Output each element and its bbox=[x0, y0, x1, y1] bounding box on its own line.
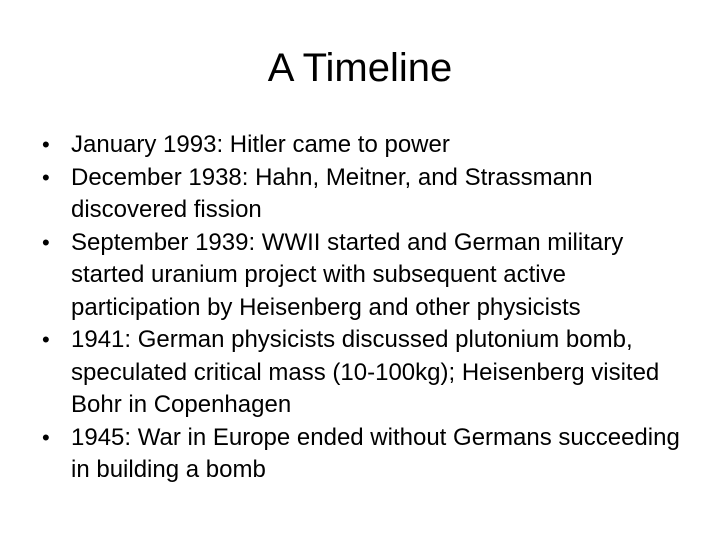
bullet-point-icon: • bbox=[42, 164, 50, 190]
slide-title: A Timeline bbox=[267, 46, 453, 90]
bullet-point-icon: • bbox=[42, 424, 50, 450]
bullet-point-icon: • bbox=[42, 132, 50, 157]
bullet-text: December 1938: Hahn, Meitner, and Strassmann discovered fission bbox=[71, 163, 593, 223]
bullet-text: January 1993: Hitler came to power bbox=[71, 131, 450, 158]
bullet-item bbox=[42, 227, 682, 325]
bullet-item bbox=[42, 162, 682, 227]
bullet-text: 1941: German physicists discussed plutonium bomb, speculated critical mass (10-100kg); Heisenberg visited Bohr in Copenhagen bbox=[71, 326, 660, 418]
bullet-text: September 1939: WWII started and German military started uranium project with subsequent active participation by Heisenberg and other physicists bbox=[71, 228, 624, 321]
bullet-point-icon: • bbox=[42, 327, 50, 352]
bullet-list bbox=[42, 129, 682, 487]
bullet-item bbox=[42, 129, 682, 162]
bullet-text: 1945: War in Europe ended without Germans succeeding in building a bomb bbox=[71, 423, 680, 483]
bullet-point-icon: • bbox=[42, 229, 50, 255]
bullet-item bbox=[42, 324, 682, 422]
bullet-item bbox=[42, 422, 682, 487]
